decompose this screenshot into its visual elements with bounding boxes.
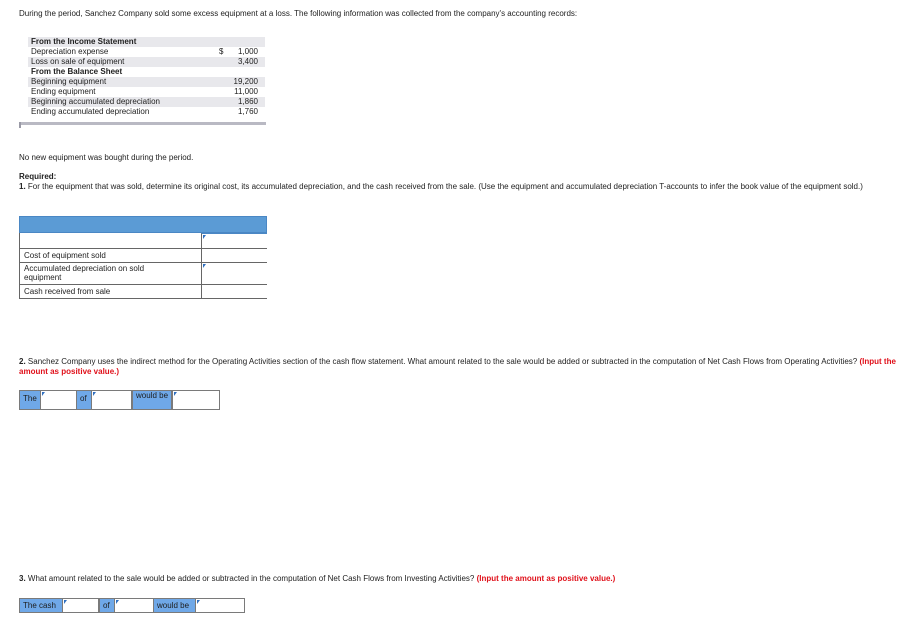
beginning-equipment-row: Beginning equipment 19,200 [28, 77, 265, 87]
sentence-2-word-of: of [76, 390, 92, 410]
sentence-3-word-the-cash: The cash [19, 598, 63, 613]
dropdown-marker-icon [42, 392, 45, 396]
sentence-3-amount-input[interactable] [195, 598, 245, 613]
input-marker-icon [174, 392, 177, 396]
answer-row-cash [19, 285, 267, 299]
question-2-text: Sanchez Company uses the indirect method for the Operating Activities section of the cash flow statement. What amount related to the sale would be added or subtracted in the computation of Net Cash Flows from Operating Activities? [27, 357, 858, 366]
sentence-3-word-would-be: would be [153, 598, 196, 613]
question-2 [19, 357, 912, 377]
info-table [28, 37, 265, 117]
answer-row-accumulated [19, 263, 267, 285]
dropdown-marker-icon [116, 600, 119, 604]
sentence-2-amount-input[interactable] [172, 390, 220, 410]
problem-intro: During the period, Sanchez Company sold some excess equipment at a loss. The following information was collected from the company's accounting records: [19, 9, 578, 18]
answer-blank-input[interactable] [201, 233, 267, 248]
sentence-2-word-would-be: would be [132, 390, 172, 410]
answer-row-cost [19, 249, 267, 263]
cash-input[interactable] [201, 285, 267, 298]
cost-label: Cost of equipment sold [24, 251, 106, 260]
cost-input[interactable] [201, 249, 267, 262]
answer-table-1 [19, 216, 267, 299]
question-2-emphasis: (Input the amount as positive value.) [19, 357, 896, 376]
depreciation-row: Depreciation expense $ 1,000 [31, 47, 258, 56]
sentence-2-word-the: The [19, 390, 41, 410]
accumulated-label: Accumulated depreciation on sold equipment [24, 264, 145, 282]
dropdown-marker-icon [93, 392, 96, 396]
input-marker-icon [197, 600, 200, 604]
question-3-number: 3. [19, 574, 26, 583]
input-marker-icon [203, 264, 206, 268]
beginning-accumulated-depreciation-row: Beginning accumulated depreciation 1,860 [28, 97, 265, 107]
sentence-3-word-of: of [99, 598, 115, 613]
accumulated-input[interactable] [201, 263, 267, 284]
question-1-text: For the equipment that was sold, determine its original cost, its accumulated depreciation, and the cash received from the sale. (Use the equipment and accumulated depreciation T-accounts to infer the book value of the equipment sold.) [27, 182, 863, 191]
question-3 [19, 574, 615, 583]
note-text: No new equipment was bought during the period. [19, 153, 194, 162]
required-heading: Required: [19, 172, 57, 181]
income-statement-heading: From the Income Statement [28, 37, 265, 47]
sentence-3-select-1[interactable] [62, 598, 99, 613]
question-3-emphasis: (Input the amount as positive value.) [476, 574, 616, 583]
answer-row-blank [19, 233, 267, 249]
question-3-text: What amount related to the sale would be added or subtracted in the computation of Net Cash Flows from Investing Activities? [27, 574, 475, 583]
balance-sheet-heading: From the Balance Sheet [31, 67, 123, 76]
loss-row: Loss on sale of equipment 3,400 [28, 57, 265, 67]
question-1 [19, 182, 909, 192]
cash-label: Cash received from sale [24, 287, 111, 296]
sentence-2-select-2[interactable] [91, 390, 132, 410]
input-marker-icon [203, 235, 206, 239]
question-1-number: 1. [19, 182, 26, 191]
question-2-number: 2. [19, 357, 26, 366]
ending-equipment-row: Ending equipment 11,000 [31, 87, 258, 96]
table-scroll-rule [19, 122, 266, 125]
ending-accumulated-depreciation-row: Ending accumulated depreciation 1,760 [31, 107, 258, 116]
sentence-3-select-2[interactable] [114, 598, 154, 613]
dropdown-marker-icon [64, 600, 67, 604]
answer-table-header [19, 216, 267, 233]
sentence-2-select-1[interactable] [40, 390, 80, 410]
